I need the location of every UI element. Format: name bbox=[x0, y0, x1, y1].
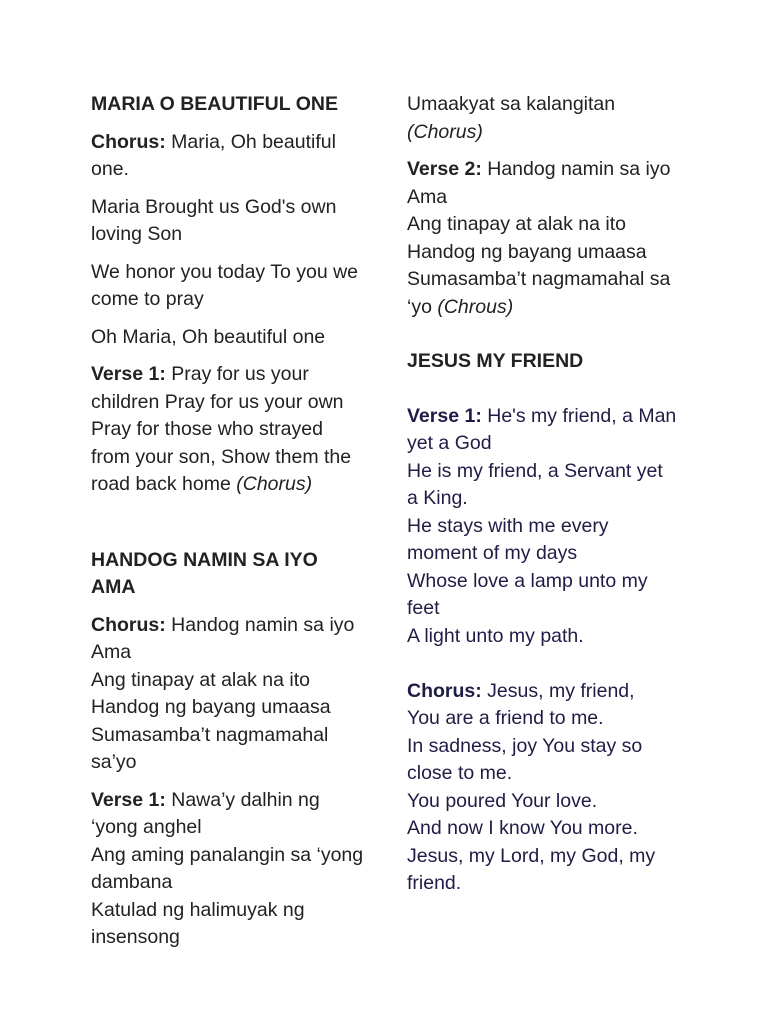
chorus-text: Handog namin sa iyo Ama bbox=[91, 613, 355, 663]
lyric-line: Umaakyat sa kalangitan bbox=[407, 93, 616, 115]
song3-verse-1 bbox=[407, 403, 679, 651]
lyric-line: Ang tinapay at alak na ito bbox=[91, 668, 310, 691]
chorus-label: Chorus: bbox=[91, 130, 166, 153]
lyric-line: You poured Your love. bbox=[407, 789, 598, 812]
verse-label: Verse 1: bbox=[91, 363, 166, 385]
lyric-line: Sumasamba’t nagmamahal sa’yo bbox=[91, 723, 329, 773]
lyric-line: Handog ng bayang umaasa bbox=[91, 696, 331, 718]
song-title: MARIA O BEAUTIFUL ONE bbox=[91, 93, 338, 115]
lyric-line: Ang tinapay at alak na ito bbox=[407, 213, 626, 235]
lyric-line: Jesus, my Lord, my God, my friend. bbox=[407, 844, 656, 894]
lyric-line: You are a friend to me. bbox=[407, 707, 604, 729]
lyric-line: He stays with me every moment of my days bbox=[407, 514, 609, 564]
lyric-line: Maria Brought us God's own loving Son bbox=[91, 195, 337, 245]
chorus-reference: (Chorus) bbox=[407, 120, 483, 143]
song2-verse-1 bbox=[91, 787, 366, 952]
right-column bbox=[407, 91, 679, 898]
verse-text: He's my friend, a Man yet a God bbox=[407, 404, 677, 454]
chorus-text: Maria, Oh beautiful one. bbox=[91, 130, 336, 180]
song2-verse-1-continued bbox=[407, 91, 679, 146]
lyric-line: We honor you today To you we come to pray bbox=[91, 260, 359, 310]
lyric-line: He is my friend, a Servant yet a King. bbox=[407, 459, 663, 509]
song1-chorus bbox=[91, 129, 366, 184]
chorus-reference: (Chorus) bbox=[236, 473, 313, 495]
chorus-label: Chorus: bbox=[91, 613, 166, 636]
chorus-reference: (Chrous) bbox=[437, 295, 514, 318]
verse-text: Handog namin sa iyo Ama bbox=[407, 158, 671, 208]
lyric-line: Oh Maria, Oh beautiful one bbox=[91, 325, 326, 348]
lyric-line: In sadness, joy You stay so close to me. bbox=[407, 734, 643, 784]
lyric-line: Katulad ng halimuyak ng insensong bbox=[91, 898, 305, 948]
verse-text: Pray for us your children Pray for us your own Pray for those who strayed from your son, Show them the road back home bbox=[91, 363, 352, 495]
lyric-line: Ang aming panalangin sa ‘yong dambana bbox=[91, 843, 364, 893]
song-title: JESUS MY FRIEND bbox=[407, 350, 584, 372]
lyric-line: A light unto my path. bbox=[407, 624, 584, 647]
lyric-line: Whose love a lamp unto my feet bbox=[407, 569, 648, 619]
song2-chorus bbox=[91, 612, 366, 777]
lyric-line: Handog ng bayang umaasa bbox=[407, 240, 647, 263]
lyric-line: And now I know You more. bbox=[407, 817, 638, 839]
song1-verse-1 bbox=[91, 361, 366, 499]
song-title: HANDOG NAMIN SA IYO AMA bbox=[91, 548, 318, 598]
verse-label: Verse 1: bbox=[91, 788, 166, 811]
song3-chorus bbox=[407, 678, 679, 898]
left-column bbox=[91, 91, 366, 952]
chorus-label: Chorus: bbox=[407, 679, 482, 702]
lyric-line: Sumasamba’t nagmamahal sa ‘yo bbox=[407, 268, 671, 318]
verse-label: Verse 1: bbox=[407, 404, 482, 427]
song2-verse-2 bbox=[407, 156, 679, 321]
chorus-text: Jesus, my friend, bbox=[487, 679, 635, 702]
verse-label: Verse 2: bbox=[407, 158, 482, 180]
verse-text: Nawa’y dalhin ng ‘yong anghel bbox=[91, 788, 320, 838]
